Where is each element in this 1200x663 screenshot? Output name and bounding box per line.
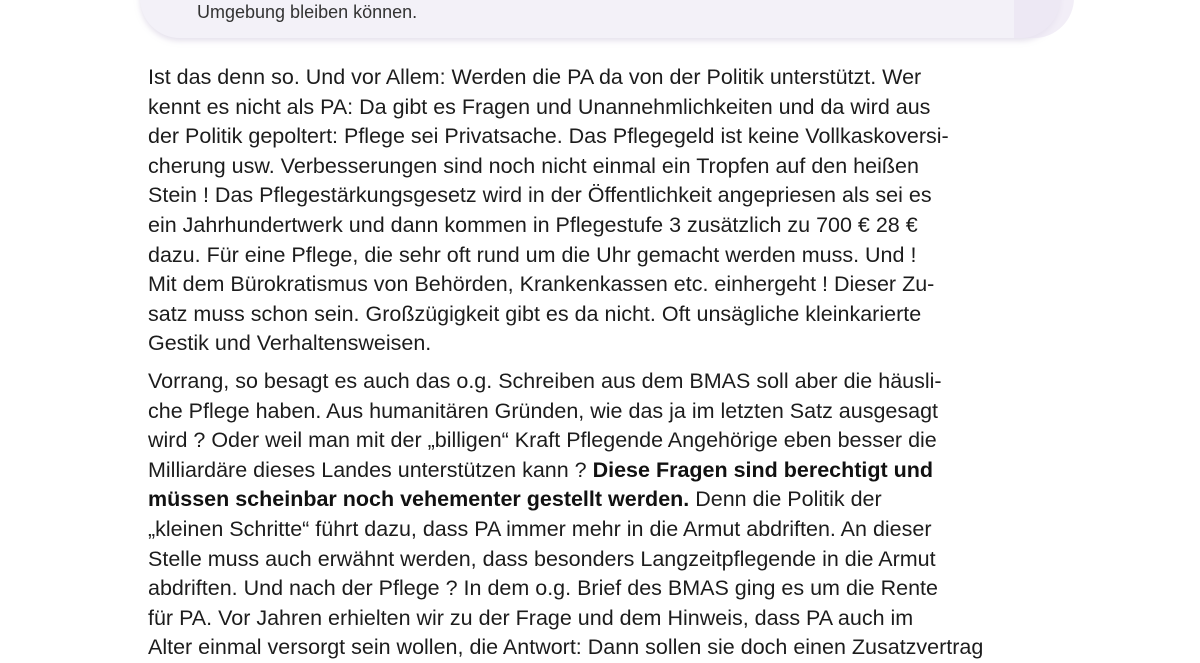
bold-emphasis: Diese Fragen sind berechtigt und	[592, 457, 934, 482]
paragraph-text: Denn die Politik der	[689, 487, 882, 512]
paragraph-line: cherung usw. Verbesserungen sind noch nicht einmal ein Tropfen auf den heißen	[148, 153, 919, 178]
paragraph-line	[148, 485, 983, 515]
bold-emphasis: müssen scheinbar noch vehementer gestellt werden.	[148, 487, 690, 512]
paragraph-line: wird ? Oder weil man mit der „billigen“ Kraft Pflegende Angehörige eben besser die	[148, 428, 937, 453]
paragraph-2	[148, 367, 983, 663]
paragraph-line: Stelle muss auch erwähnt werden, dass besonders Langzeitpflegende in die Armut	[148, 546, 936, 571]
paragraph-line: Stein ! Das Pflegestärkungsgesetz wird in der Öffentlichkeit angepriesen als sei es	[148, 183, 932, 208]
paragraph-line: Vorrang, so besagt es auch das o.g. Schreiben aus dem BMAS soll aber die häusli-	[148, 369, 942, 393]
paragraph-line: kennt es nicht als PA: Da gibt es Fragen und Unannehmlichkeiten und da wird aus	[148, 94, 931, 119]
paragraph-text: Milliardäre dieses Landes unterstützen kann ?	[148, 457, 593, 482]
paragraph-line: Ist das denn so. Und vor Allem: Werden die PA da von der Politik unterstützt. Wer	[148, 65, 922, 89]
paragraph-1	[148, 63, 949, 359]
paragraph-line: ein Jahrhundertwerk und dann kommen in Pflegestufe 3 zusätzlich zu 700 € 28 €	[148, 212, 918, 237]
paragraph-line: abdriften. Und nach der Pflege ? In dem o.g. Brief des BMAS ging es um die Rente	[148, 576, 938, 601]
quote-box-text: Umgebung bleiben können.	[197, 2, 418, 22]
paragraph-line: satz muss schon sein. Großzügigkeit gibt es da nicht. Oft unsägliche kleinkarierte	[148, 301, 922, 326]
paragraph-line: che Pflege haben. Aus humanitären Gründen, wie das ja im letzten Satz ausgesagt	[148, 398, 939, 423]
paragraph-line: „kleinen Schritte“ führt dazu, dass PA immer mehr in die Armut abdriften. An dieser	[148, 516, 932, 541]
paragraph-line	[148, 456, 983, 486]
paragraph-line: für PA. Vor Jahren erhielten wir zu der Frage und dem Hinweis, dass PA auch im	[148, 605, 914, 630]
paragraph-line: dazu. Für eine Pflege, die sehr oft rund um die Uhr gemacht werden muss. Und !	[148, 242, 917, 267]
paragraph-line: Mit dem Bürokratismus von Behörden, Krankenkassen etc. einhergeht ! Dieser Zu-	[148, 272, 935, 297]
paragraph-line: Gestik und Verhaltensweisen.	[148, 331, 432, 356]
paragraph-line: der Politik gepoltert: Pflege sei Privatsache. Das Pflegegeld ist keine Vollkaskoversi-	[148, 124, 949, 149]
paragraph-line: Alter einmal versorgt sein wollen, die Antwort: Dann sollen sie doch einen Zusatzvertrag	[148, 635, 984, 660]
